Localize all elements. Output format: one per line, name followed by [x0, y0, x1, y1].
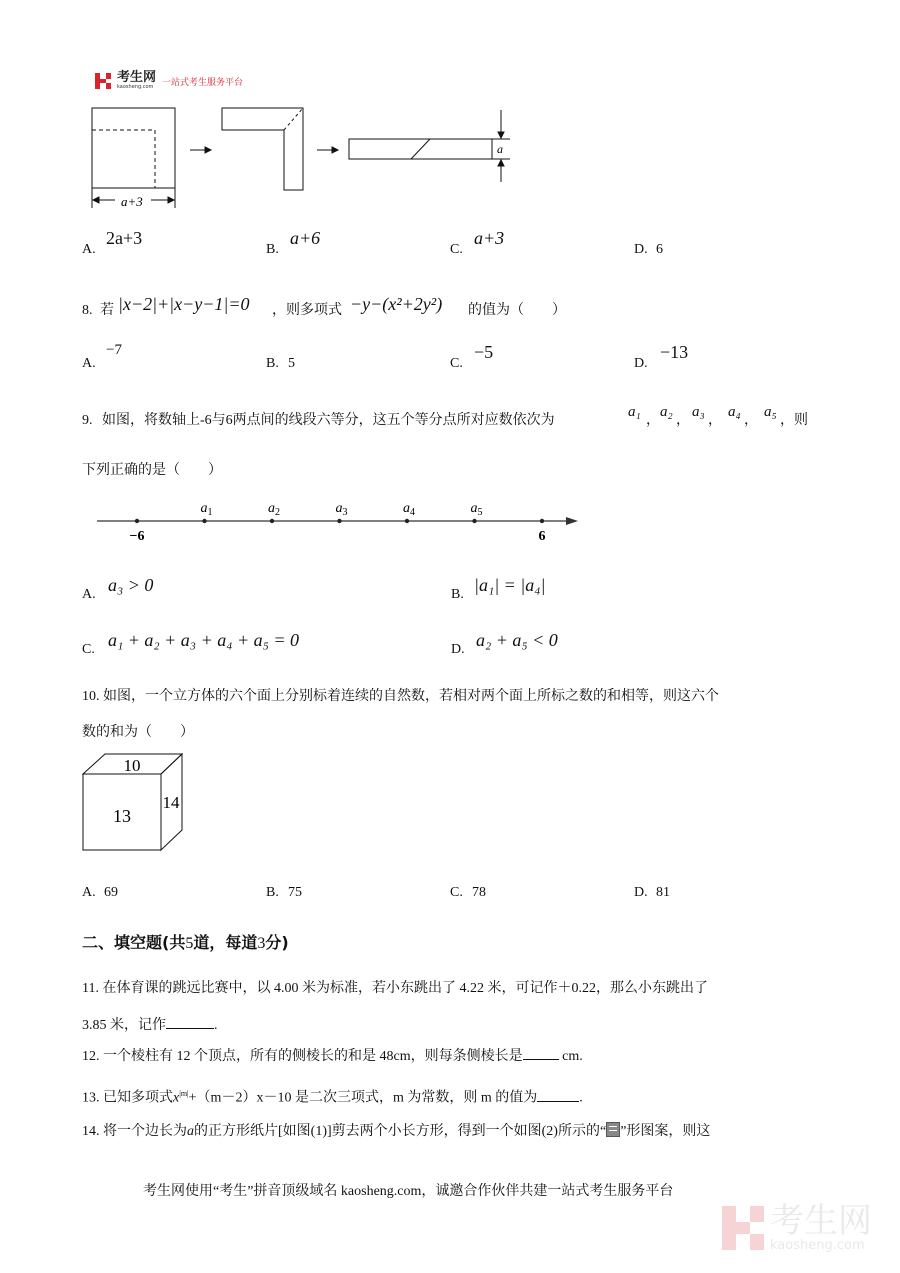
watermark-en: kaosheng.com	[770, 1238, 865, 1253]
option-d-value: 6	[656, 242, 663, 257]
axis-point-label: $a_1$	[200, 501, 213, 518]
q11-line2-prefix: 3.85 米，记作	[82, 1018, 166, 1033]
q9-number: 9.	[82, 413, 93, 428]
q8-number: 8.	[82, 303, 93, 318]
q14-var: a	[187, 1124, 194, 1139]
watermark-logo	[722, 1203, 872, 1252]
cube-figure	[80, 752, 190, 857]
axis-point-label: $a_3$	[335, 501, 348, 518]
header-logo	[95, 72, 243, 90]
option-c-letter: C.	[450, 356, 463, 371]
q10-number: 10.	[82, 689, 100, 704]
watermark-mark-icon	[722, 1206, 764, 1250]
q9-point-a3: a₃	[692, 404, 705, 420]
q9-point-a1: a₁	[628, 404, 641, 420]
q12-unit: cm.	[558, 1049, 583, 1064]
axis-arrow-icon	[566, 517, 578, 525]
q8-condition: |x−2|+|x−y−1|=0	[118, 294, 250, 314]
q8-options	[82, 342, 782, 372]
option-a-letter: A.	[82, 356, 96, 371]
logo-mark-icon	[95, 73, 111, 89]
question-9: 9. 如图，将数轴上-6与6两点间的线段六等分，这五个等分点所对应数依次为 a₁ ， a₂ ， a₃ ， a₄ ， a₅ ，则	[82, 404, 808, 428]
option-b-letter: B.	[266, 885, 279, 900]
cube-top-number: 10	[123, 756, 141, 775]
section-end: 分)	[265, 933, 289, 952]
option-c-letter: C.	[450, 242, 463, 257]
option-a-value: 2a+3	[106, 228, 143, 248]
answer-blank[interactable]	[523, 1047, 559, 1060]
question-8	[82, 292, 802, 322]
axis-point-label: $a_2$	[268, 501, 280, 518]
logo-slogan: 一站式考生服务平台	[162, 77, 244, 88]
section-count: 5	[185, 935, 194, 952]
q9-point-a5: a₅	[764, 404, 777, 420]
q13-exponent: |m|	[179, 1089, 189, 1098]
section-score: 3	[257, 935, 266, 952]
q9-point-a4: a₄	[728, 404, 741, 420]
option-d-letter: D.	[634, 885, 648, 900]
option-d-value: a₂ + a₅ < 0	[476, 630, 558, 650]
q8-middle: ，则多项式	[272, 303, 342, 318]
axis-point	[202, 519, 206, 523]
axis-point-label: $a_4$	[403, 501, 415, 518]
q9-point-a2: a₂	[660, 404, 673, 420]
label-height: a	[497, 142, 503, 156]
question-13	[82, 1085, 583, 1108]
q13-prefix: 13. 已知多项式	[82, 1090, 173, 1106]
question-14	[82, 1122, 710, 1141]
q7-figure	[85, 100, 515, 215]
q9-line1: 如图，将数轴上-6与6两点间的线段六等分，这五个等分点所对应数依次为	[102, 413, 555, 428]
number-line	[90, 492, 590, 547]
square-shape	[92, 108, 175, 188]
cube-side-number: 14	[162, 793, 180, 812]
question-12	[82, 1047, 583, 1066]
option-a-value: a₃ > 0	[108, 575, 154, 595]
q10-line1	[82, 688, 719, 706]
q9-line2: 下列正确的是（ ）	[82, 463, 222, 478]
q11-line1: 11. 在体育课的跳远比赛中，以 4.00 米为标准，若小东跳出了 4.22 米，可记作＋0.22，那么小东跳出了	[82, 981, 708, 996]
axis-point	[472, 519, 476, 523]
option-c-letter: C.	[450, 885, 463, 900]
option-c-value: −5	[474, 342, 494, 362]
q13-suffix: .	[579, 1090, 583, 1106]
q8-prefix: 若	[100, 303, 114, 318]
option-b-letter: B.	[451, 587, 464, 602]
option-b-letter: B.	[266, 242, 279, 257]
pattern-icon	[606, 1122, 620, 1137]
q8-suffix: 的值为（ ）	[468, 303, 566, 318]
option-a-letter: A.	[82, 587, 96, 602]
q9-line1-end: ，则	[780, 413, 808, 428]
q10-text: 如图，一个立方体的六个面上分别标着连续的自然数，若相对两个面上所标之数的和相等，则这六个	[103, 689, 719, 704]
option-d-value: 81	[656, 885, 670, 900]
option-c-value: a+3	[474, 228, 505, 248]
watermark-cn: 考生网	[770, 1201, 872, 1241]
q10-line2: 数的和为（ ）	[82, 725, 194, 740]
footer-text: 考生网使用“考生”拼音顶级域名 kaosheng.com，诚邀合作伙伴共建一站式考生服务平台	[143, 1184, 674, 1199]
axis-label-min: −6	[129, 529, 145, 544]
option-d-letter: D.	[634, 242, 648, 257]
option-a-value: 69	[104, 885, 118, 900]
axis-point	[540, 519, 544, 523]
option-a-letter: A.	[82, 885, 96, 900]
section-mid: 道，每道	[193, 933, 258, 952]
q14-middle: 的正方形纸片[如图(1)]剪去两个小长方形，得到一个如图(2)所示的“	[194, 1124, 607, 1139]
q7-options	[82, 228, 782, 258]
section-heading	[82, 930, 289, 953]
q11-line2-suffix: .	[214, 1018, 218, 1033]
section-title: 二、填空题(共	[82, 933, 186, 952]
option-c-value: 78	[472, 885, 486, 900]
dashed-cut-line	[92, 130, 155, 188]
option-c-value: a₁ + a₂ + a₃ + a₄ + a₅ = 0	[108, 630, 300, 650]
q14-prefix: 14. 将一个边长为	[82, 1124, 187, 1139]
logo-cn: 考生网	[117, 70, 157, 85]
option-c-letter: C.	[82, 642, 95, 657]
q10-options	[82, 885, 782, 905]
logo-en: kaosheng.com	[117, 84, 154, 90]
option-d-letter: D.	[451, 642, 465, 657]
axis-point	[405, 519, 409, 523]
answer-blank[interactable]	[537, 1089, 579, 1102]
q14-end: ”形图案，则这	[620, 1124, 711, 1139]
q8-expression: −y−(x²+2y²)	[350, 294, 443, 314]
axis-point	[270, 519, 274, 523]
option-d-value: −13	[660, 342, 689, 362]
option-a-value: −7	[106, 342, 122, 358]
axis-point	[337, 519, 341, 523]
q12-text: 12. 一个棱柱有 12 个顶点，所有的侧棱长的和是 48cm，则每条侧棱长是	[82, 1049, 523, 1064]
option-b-value: |a₁| = |a₄|	[474, 575, 546, 595]
axis-point-label: $a_5$	[470, 501, 483, 518]
cube-front-number: 13	[113, 806, 131, 826]
q9-options-row1	[82, 575, 802, 605]
axis-point	[135, 519, 139, 523]
axis-label-max: 6	[538, 529, 546, 544]
l-shape	[222, 108, 303, 190]
answer-blank[interactable]	[166, 1016, 214, 1029]
q13-base: x	[173, 1090, 180, 1106]
option-b-value: 75	[288, 885, 302, 900]
option-b-value: 5	[288, 356, 295, 371]
option-d-letter: D.	[634, 356, 648, 371]
q13-rest: +（m－2）x－10 是二次三项式，m 为常数，则 m 的值为	[188, 1090, 538, 1106]
option-b-value: a+6	[290, 228, 321, 248]
label-width: a+3	[121, 194, 143, 209]
q9-options-row2	[82, 630, 802, 660]
q11-line2	[82, 1016, 218, 1035]
option-a-letter: A.	[82, 242, 96, 257]
option-b-letter: B.	[266, 356, 279, 371]
